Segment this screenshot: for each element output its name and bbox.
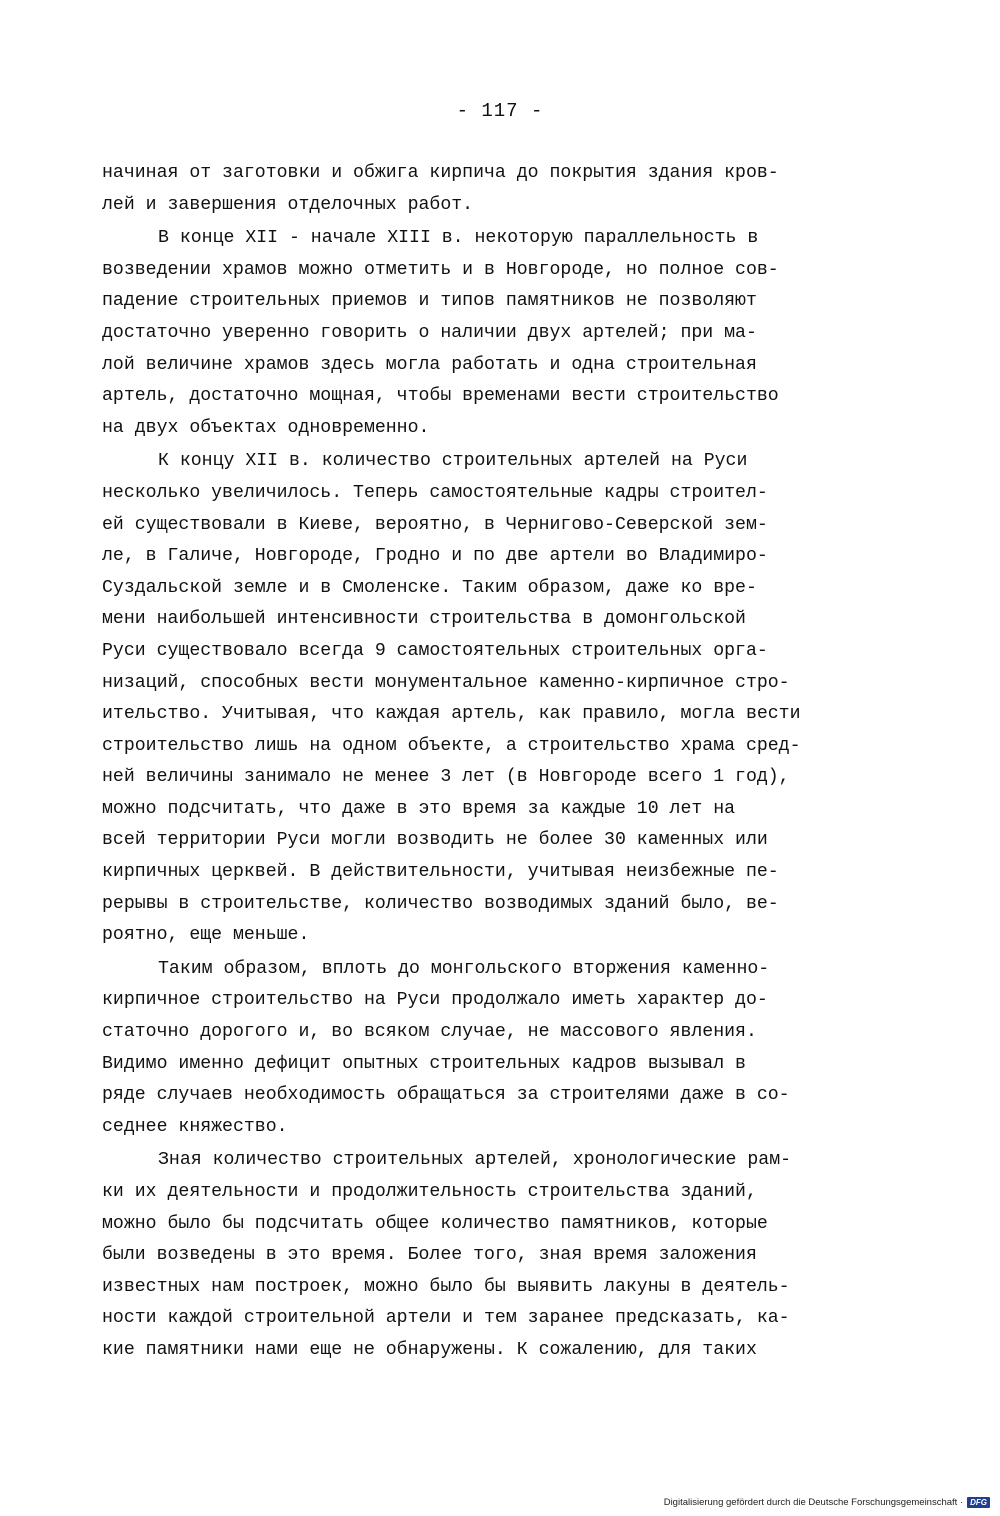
text-line: начиная от заготовки и обжига кирпича до покрытия здания кров- xyxy=(102,163,779,183)
text-line: ности каждой строительной артели и тем заранее предсказать, ка- xyxy=(102,1308,790,1329)
text-line: были возведены в это время. Более того, зная время заложения xyxy=(102,1245,757,1266)
text-line: низаций, способных вести монументальное каменно-кирпичное стро- xyxy=(102,672,790,693)
text-line: известных нам построек, можно было бы выявить лакуны в деятель- xyxy=(102,1276,790,1297)
text-line: К концу XII в. количество строительных артелей на Руси xyxy=(158,451,748,472)
text-line: лой величине храмов здесь могла работать и одна строительная xyxy=(102,354,757,375)
page-number: - 117 - xyxy=(456,100,544,122)
text-line: седнее княжество. xyxy=(102,1116,288,1137)
text-line: статочно дорогого и, во всяком случае, не массового явления. xyxy=(102,1022,757,1043)
text-line: ительство. Учитывая, что каждая артель, как правило, могла вести xyxy=(102,704,801,725)
text-line: мени наибольшей интенсивности строительства в домонгольской xyxy=(102,609,746,630)
text-line: ей существовали в Киеве, вероятно, в Чернигово-Северской зем- xyxy=(102,514,768,535)
text-line: можно было бы подсчитать общее количество памятников, которые xyxy=(102,1213,768,1234)
text-line: ряде случаев необходимость обращаться за строителями даже в со- xyxy=(102,1085,790,1106)
footer xyxy=(664,1497,990,1508)
text-line: роятно, еще меньше. xyxy=(102,925,310,946)
text-line: ле, в Галиче, Новгороде, Гродно и по две артели во Владимиро- xyxy=(102,546,768,567)
footer-credit: Digitalisierung gefördert durch die Deutsche Forschungsgemeinschaft · xyxy=(663,1497,964,1508)
text-line: строительство лишь на одном объекте, а строительство храма сред- xyxy=(102,735,801,756)
text-line: Руси существовало всегда 9 самостоятельных строительных орга- xyxy=(102,640,768,661)
paragraph xyxy=(102,446,892,952)
text-line: рерывы в строительстве, количество возводимых зданий было, ве- xyxy=(102,893,779,914)
text-line: кирпичных церквей. В действительности, учитывая неизбежные пе- xyxy=(102,862,779,883)
text-line: Таким образом, вплоть до монгольского вторжения каменно- xyxy=(158,958,770,979)
text-line: падение строительных приемов и типов памятников не позволяют xyxy=(102,291,757,312)
paragraph xyxy=(102,1145,892,1366)
paragraph xyxy=(102,158,892,221)
paragraph xyxy=(102,223,892,444)
text-line: кирпичное строительство на Руси продолжало иметь характер до- xyxy=(102,990,768,1011)
text-body xyxy=(102,158,892,1367)
text-line: Видимо именно дефицит опытных строительных кадров вызывал в xyxy=(102,1053,746,1074)
dfg-logo: DFG xyxy=(967,1497,990,1508)
text-line: кие памятники нами еще не обнаружены. К сожалению, для таких xyxy=(102,1339,757,1360)
text-line: достаточно уверенно говорить о наличии двух артелей; при ма- xyxy=(102,322,757,343)
text-line: В конце XII - начале XIII в. некоторую параллельность в xyxy=(158,228,759,249)
text-line: можно подсчитать, что даже в это время за каждые 10 лет на xyxy=(102,798,736,819)
text-line: артель, достаточно мощная, чтобы временами вести строительство xyxy=(102,386,779,407)
text-line: несколько увеличилось. Теперь самостоятельные кадры строител- xyxy=(102,482,768,503)
text-line: возведении храмов можно отметить и в Новгороде, но полное сов- xyxy=(102,259,779,280)
text-line: на двух объектах одновременно. xyxy=(102,417,430,438)
text-line: ней величины занимало не менее 3 лет (в Новгороде всего 1 год), xyxy=(102,767,790,788)
text-line: лей и завершения отделочных работ. xyxy=(102,194,474,215)
paragraph xyxy=(102,954,892,1144)
text-line: Зная количество строительных артелей, хронологические рам- xyxy=(158,1150,792,1171)
text-line: Суздальской земле и в Смоленске. Таким образом, даже ко вре- xyxy=(102,577,757,598)
text-line: ки их деятельности и продолжительность строительства зданий, xyxy=(102,1182,757,1202)
text-line: всей территории Руси могли возводить не более 30 каменных или xyxy=(102,830,768,851)
